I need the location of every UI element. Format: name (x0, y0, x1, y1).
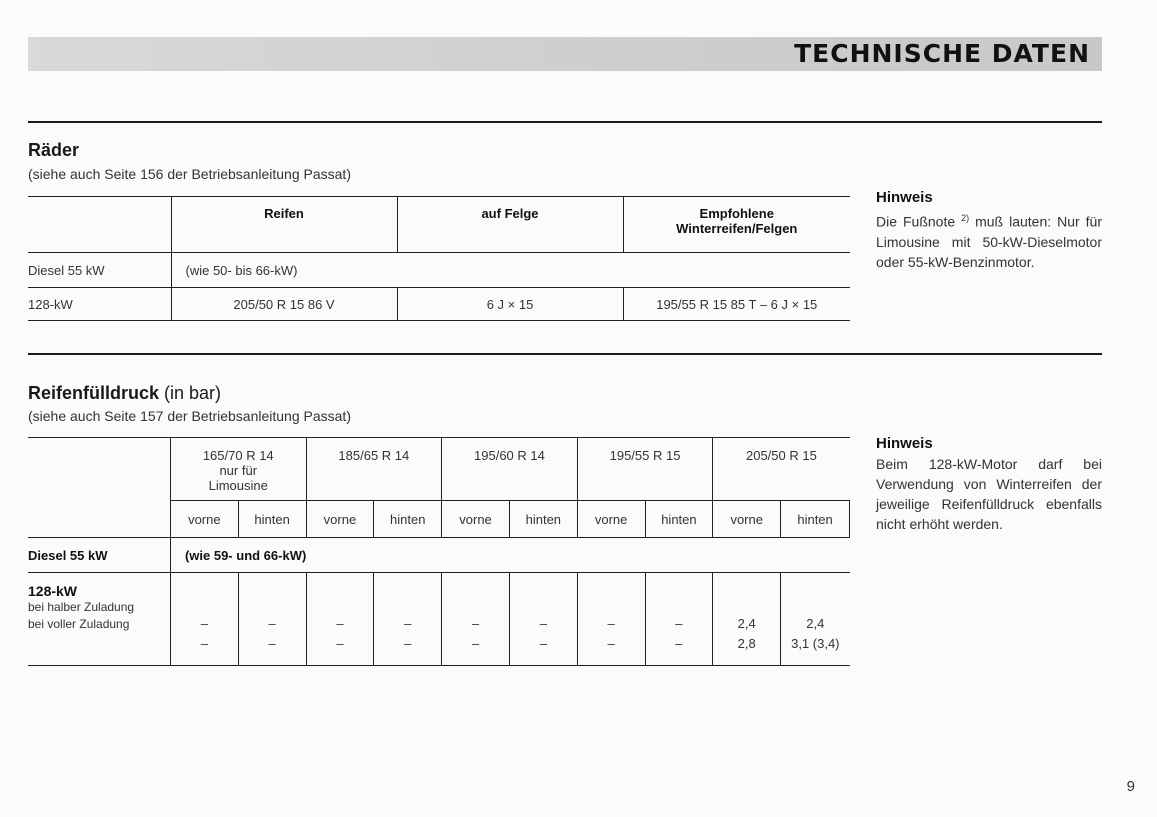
col-vorne: vorne (577, 501, 645, 538)
table-row (28, 253, 850, 288)
col-vorne: vorne (170, 501, 238, 538)
table-cell: – – (306, 573, 374, 666)
table-cell: 2,4 3,1 (3,4) (781, 573, 850, 666)
note-title: Hinweis (876, 435, 933, 452)
note-body: Die Fußnote $^{2)}$ muß lauten: Nur für Limousine mit 50-kW-Dieselmotor oder 55-kW-Benzinmotor. (876, 213, 1102, 270)
table-cell: – – (442, 573, 510, 666)
col-hinten: hinten (509, 501, 577, 538)
table-row (28, 573, 850, 666)
col-header-felge: auf Felge (397, 197, 623, 253)
hinweis-note-1 (876, 188, 1102, 272)
cell-reifen: 205/50 R 15 86 V (171, 288, 397, 321)
druck-subtitle: (siehe auch Seite 157 der Betriebsanleitung Passat) (28, 408, 351, 424)
col-vorne: vorne (442, 501, 510, 538)
col-hinten: hinten (374, 501, 442, 538)
row-note: (wie 59- und 66-kW) (170, 538, 849, 573)
note-body: Beim 128-kW-Motor darf bei Verwendung von Winterreifen der jeweilige Reifenfülldruck ebenfalls nicht erhöht werden. (876, 456, 1102, 532)
row-label: Diesel 55 kW (28, 253, 171, 288)
cell-winter: 195/55 R 15 85 T – 6 J × 15 (623, 288, 850, 321)
table-row (28, 538, 850, 573)
col-hinten: hinten (645, 501, 713, 538)
table-cell: – – (238, 573, 306, 666)
section-divider (28, 353, 1102, 355)
druck-heading: Reifenfülldruck (in bar) (28, 383, 222, 403)
group-header: 165/70 R 14 nur für Limousine (170, 438, 306, 501)
table-cell: – – (577, 573, 645, 666)
raeder-subtitle: (siehe auch Seite 156 der Betriebsanleitung Passat) (28, 166, 351, 182)
col-header-reifen: Reifen (171, 197, 397, 253)
col-hinten: hinten (781, 501, 850, 538)
group-header: 195/55 R 15 (577, 438, 713, 501)
col-header-winter: Empfohlene Winterreifen/Felgen (623, 197, 850, 253)
table-cell: – – (509, 573, 577, 666)
note-title: Hinweis (876, 189, 933, 206)
col-hinten: hinten (238, 501, 306, 538)
row-label: Diesel 55 kW (28, 538, 170, 573)
page-title: TECHNISCHE DATEN (794, 39, 1090, 68)
row-label: 128-kW bei halber Zuladung bei voller Zuladung (28, 573, 170, 666)
raeder-heading: Räder (28, 140, 80, 160)
header-band (28, 37, 1102, 71)
group-header: 195/60 R 14 (442, 438, 578, 501)
cell-felge: 6 J × 15 (397, 288, 623, 321)
raeder-table (28, 196, 850, 321)
table-cell (28, 438, 170, 538)
col-vorne: vorne (306, 501, 374, 538)
table-cell (28, 197, 171, 253)
row-note: (wie 50- bis 66-kW) (171, 253, 850, 288)
col-vorne: vorne (713, 501, 781, 538)
page-number: 9 (1126, 778, 1135, 795)
table-cell: – – (374, 573, 442, 666)
table-row (28, 288, 850, 321)
group-header: 185/65 R 14 (306, 438, 442, 501)
table-cell: – – (645, 573, 713, 666)
table-cell: 2,4 2,8 (713, 573, 781, 666)
table-cell: – – (170, 573, 238, 666)
section-divider (28, 121, 1102, 123)
group-header: 205/50 R 15 (713, 438, 850, 501)
druck-table (28, 437, 850, 666)
hinweis-note-2 (876, 434, 1102, 534)
row-label: 128-kW (28, 288, 171, 321)
